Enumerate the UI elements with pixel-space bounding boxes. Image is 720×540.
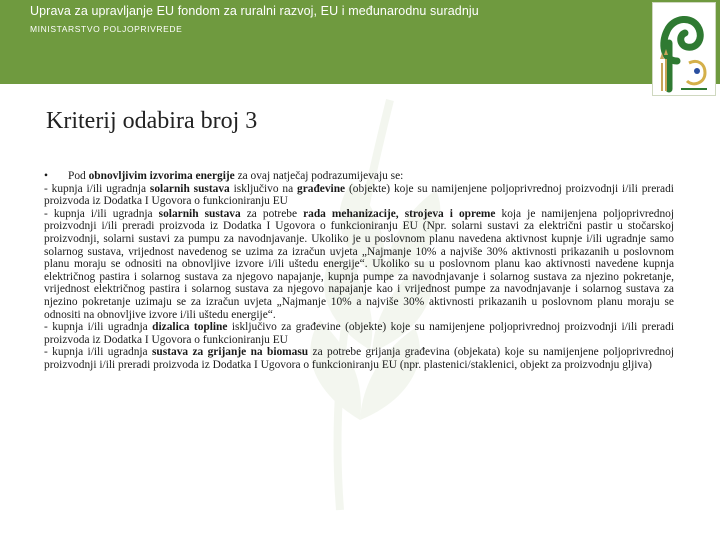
- item-bold: građevine: [297, 182, 346, 195]
- item-text: za potrebe grijanja građevina (objekata) koje su namijenjene poljoprivrednoj proizvodnji i/ili preradi proizvoda iz Dodatka I Ugovora o funkcioniranju EU (npr. plastenici/staklenici, objekt za proizvodnju gljiva): [44, 346, 674, 371]
- item-text: isključivo na: [229, 182, 298, 195]
- intro-bold: obnovljivim izvorima energije: [88, 170, 235, 182]
- item-bold: solarnih sustava: [158, 207, 241, 220]
- list-item-heat-pumps: [44, 321, 674, 346]
- bullet-icon: •: [44, 170, 48, 182]
- ministry-logo-icon: [653, 3, 715, 95]
- item-bold: solarnih sustava: [149, 182, 230, 195]
- intro-text-end: za ovaj natječaj podrazumijevaju se:: [234, 170, 404, 182]
- list-item-solar-buildings: [44, 183, 674, 208]
- header-subtitle: MINISTARSTVO POLJOPRIVREDE: [30, 24, 183, 34]
- ministry-logo: [652, 2, 716, 96]
- item-text: koja je namijenjena poljoprivrednoj proizvodnji i/ili preradi proizvoda iz Dodatka I Ugovora o funkcioniranju EU (Npr. solarni sustavi za električni pastir u stočarskoj proizvodnji, solarni sustavi za pumpu za navodnjavanje. Ukoliko je u poslovnom planu navedena aktivnost kupnje i/ili ugradnje samo solarnog sustava, vrijednost navedenog se uzima za izračun uvjeta „Najmanje 10% a najviše 30% aktivnosti prikazanih u poslovnom planu moraju se odnositi na obnovljive izvore i/ili uštedu energije“. Ukoliko su u poslovnom planu kao aktivnosti navedene kupnja električnog pastira i solarnog sustava za njegovo napajanje, kupnja pumpe za navodnjavanje i solarnog sustava za njezino pokretanje, vrijednost električnog pastira i solarnog sustava za njegovo napajanje kao i vrijednost pumpe za navodnjavanje i solarnog sustava za njezino pokretanje uzimaju se za izračun uvjeta „Najmanje 10% a najviše 30% aktivnosti prikazanih u poslovnom planu moraju se odnositi na obnovljive izvore i/ili uštedu energije“.: [44, 207, 674, 321]
- slide-title: Kriterij odabira broj 3: [46, 108, 258, 134]
- item-text: (objekte) koje su namijenjene poljoprivrednoj proizvodnji i/ili preradi proizvoda iz Dodatka I Ugovora o funkcioniranju EU: [44, 182, 674, 208]
- item-bold: rada mehanizacije, strojeva i opreme: [303, 207, 496, 220]
- item-text: isključivo za građevine (objekte) koje su namijenjene poljoprivrednoj proizvodnji i/ili preradi proizvoda iz Dodatka I Ugovora o funkcioniranju EU: [44, 321, 674, 346]
- item-text: - kupnja i/ili ugradnja: [44, 207, 159, 220]
- slide-body: [44, 170, 674, 372]
- list-item-biomass-heating: [44, 346, 674, 371]
- item-bold: dizalica topline: [152, 321, 228, 334]
- item-text: - kupnja i/ili ugradnja: [44, 346, 152, 359]
- item-bold: sustava za grijanje na biomasu: [152, 346, 309, 359]
- intro-line: [44, 170, 674, 183]
- header-title: Uprava za upravljanje EU fondom za ruralni razvoj, EU i međunarodnu suradnju: [30, 4, 479, 18]
- item-text: za potrebe: [240, 207, 304, 220]
- intro-text: Pod: [68, 170, 89, 182]
- item-text: - kupnja i/ili ugradnja: [44, 182, 150, 195]
- item-text: - kupnja i/ili ugradnja: [44, 321, 153, 334]
- list-item-solar-machinery: [44, 208, 674, 321]
